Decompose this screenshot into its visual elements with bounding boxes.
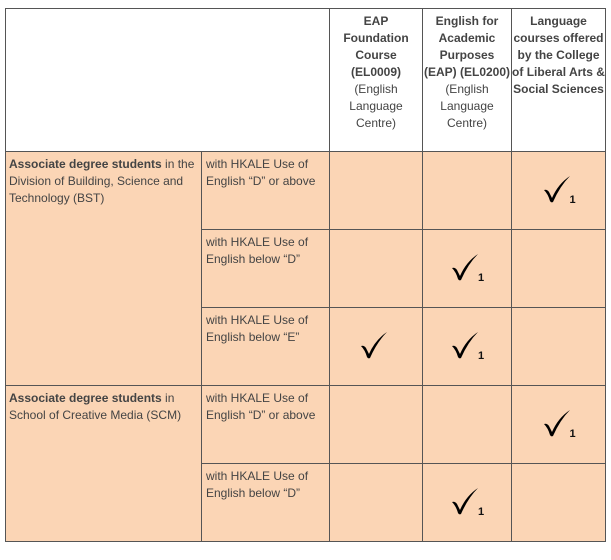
footnote-marker: 1 <box>478 506 485 518</box>
check-mark <box>542 174 576 204</box>
footnote-marker: 1 <box>569 194 576 206</box>
checkmark-icon <box>542 174 572 204</box>
course-requirements-table <box>5 8 606 542</box>
mark-cell <box>423 308 512 386</box>
mark-cell <box>330 230 423 308</box>
condition-cell: with HKALE Use of English below “D” <box>202 230 330 308</box>
table-row <box>6 386 606 464</box>
checkmark-icon <box>450 252 480 282</box>
check-mark <box>359 330 393 360</box>
header-row <box>6 9 606 152</box>
condition-cell: with HKALE Use of English “D” or above <box>202 386 330 464</box>
header-col4-title: English for Academic Purposes <box>435 14 499 62</box>
mark-cell <box>330 386 423 464</box>
checkmark-icon <box>359 330 389 360</box>
header-col3-code: (EL0009) <box>350 65 402 79</box>
checkmark-icon <box>450 330 480 360</box>
mark-cell <box>423 464 512 542</box>
condition-cell: with HKALE Use of English “D” or above <box>202 152 330 230</box>
mark-cell <box>512 386 606 464</box>
header-eap <box>423 9 512 152</box>
check-mark <box>450 330 484 360</box>
header-col3-org: (English Language Centre) <box>349 82 403 130</box>
check-mark <box>450 486 484 516</box>
header-col4-org: (English Language Centre) <box>440 82 494 130</box>
table-container <box>5 8 606 542</box>
header-col5-title: Language courses offered by the College of Liberal Arts & Social Sciences <box>512 14 605 96</box>
group-label-rest: in the Division of Building, Science and Technology (BST) <box>9 157 195 205</box>
mark-cell <box>512 230 606 308</box>
group-label-bold: Associate degree students <box>9 391 162 405</box>
condition-cell: with HKALE Use of English below “D” <box>202 464 330 542</box>
group-cell-scm <box>6 386 202 542</box>
mark-cell <box>512 308 606 386</box>
check-mark <box>450 252 484 282</box>
mark-cell <box>423 152 512 230</box>
group-label-bold: Associate degree students <box>9 157 162 171</box>
mark-cell <box>330 152 423 230</box>
header-liberal-arts <box>512 9 606 152</box>
checkmark-icon <box>450 486 480 516</box>
group-label-rest: in School of Creative Media (SCM) <box>9 391 182 422</box>
mark-cell <box>512 152 606 230</box>
checkmark-icon <box>542 408 572 438</box>
mark-cell <box>512 464 606 542</box>
footnote-marker: 1 <box>478 350 485 362</box>
footnote-marker: 1 <box>478 272 485 284</box>
mark-cell <box>423 386 512 464</box>
table-row <box>6 152 606 230</box>
mark-cell <box>330 464 423 542</box>
group-cell-bst <box>6 152 202 386</box>
header-col4-code: (EAP) (EL0200) <box>423 65 511 79</box>
header-blank-cell <box>6 9 330 152</box>
header-col3-title: EAP Foundation Course <box>343 14 409 62</box>
header-eap-foundation <box>330 9 423 152</box>
mark-cell <box>330 308 423 386</box>
check-mark <box>542 408 576 438</box>
mark-cell <box>423 230 512 308</box>
condition-cell: with HKALE Use of English below “E” <box>202 308 330 386</box>
footnote-marker: 1 <box>569 428 576 440</box>
